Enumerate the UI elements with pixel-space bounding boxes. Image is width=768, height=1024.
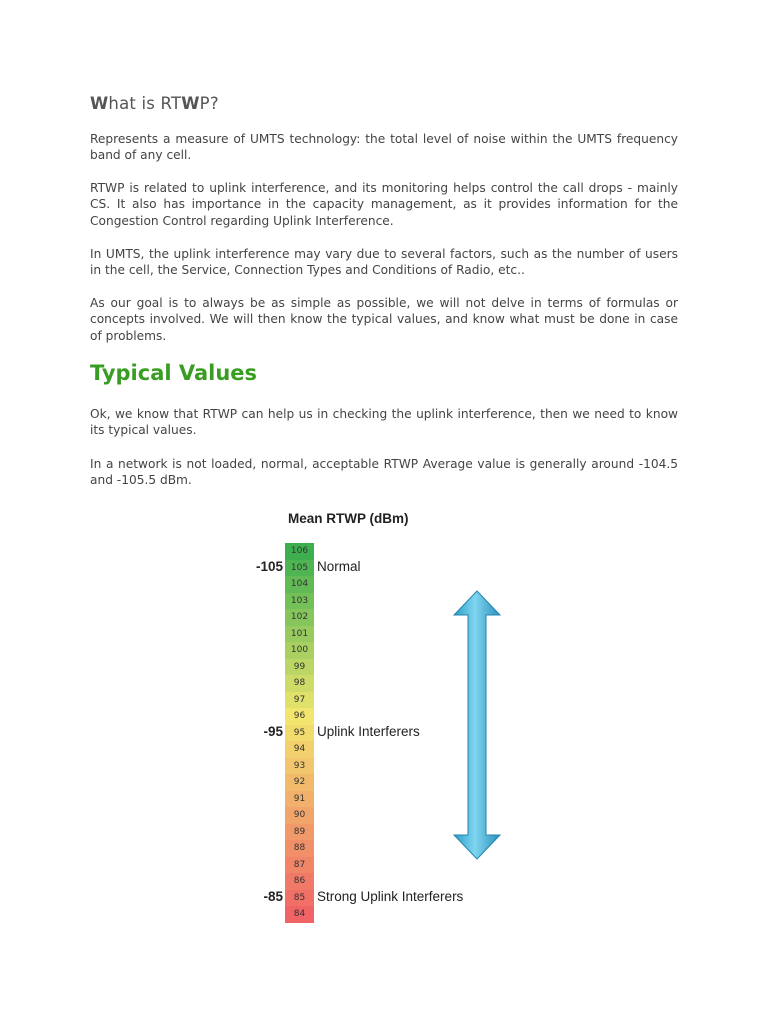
typical-paragraph-2: In a network is not loaded, normal, acceptable RTWP Average value is generally around -104.5 and -105.5 dBm. <box>90 457 678 488</box>
figure-title: Mean RTWP (dBm) <box>288 511 409 526</box>
scale-cell: 89 <box>285 824 314 841</box>
scale-cell: 85 <box>285 890 314 907</box>
scale-cell: 102 <box>285 609 314 626</box>
intro-paragraph-2: RTWP is related to uplink interference, and its monitoring helps control the call drops - mainly CS. It also has importance in the capacity management, as it provides information for the Congestion Control regarding Uplink Interference. <box>90 181 678 228</box>
scale-cell: 87 <box>285 857 314 874</box>
scale-cell: 91 <box>285 791 314 808</box>
scale-cell: 99 <box>285 659 314 676</box>
marker-value: -85 <box>263 889 283 905</box>
intro-paragraph-4: As our goal is to always be as simple as possible, we will not delve in terms of formulas or concepts involved. We will then know the typical values, and know what must be done in case of problems. <box>90 296 678 343</box>
scale-cell: 92 <box>285 774 314 791</box>
intro-paragraph-3: In UMTS, the uplink interference may vary due to several factors, such as the number of users in the cell, the Service, Connection Types and Conditions of Radio, etc.. <box>90 247 678 278</box>
scale-cell: 88 <box>285 840 314 857</box>
rtwp-heading: What is RTWP? <box>90 94 219 113</box>
intro-paragraph-1: Represents a measure of UMTS technology: the total level of noise within the UMTS frequency band of any cell. <box>90 132 678 163</box>
marker-value: -105 <box>255 558 283 574</box>
scale-cell: 86 <box>285 873 314 890</box>
typical-paragraph-1: Ok, we know that RTWP can help us in checking the uplink interference, then we need to know its typical values. <box>90 407 678 438</box>
scale-cell: 104 <box>285 576 314 593</box>
scale-cell: 105 <box>285 560 314 577</box>
marker-label: Uplink Interferers <box>317 724 420 739</box>
scale-cell: 97 <box>285 692 314 709</box>
scale-cell: 90 <box>285 807 314 824</box>
marker-label: Normal <box>317 558 361 574</box>
scale-cell: 93 <box>285 758 314 775</box>
marker-value: -95 <box>263 724 283 739</box>
scale-cell: 95 <box>285 725 314 742</box>
scale-cell: 84 <box>285 906 314 923</box>
scale-cell: 106 <box>285 543 314 560</box>
rtwp-color-scale <box>285 543 314 923</box>
scale-cell: 96 <box>285 708 314 725</box>
scale-cell: 98 <box>285 675 314 692</box>
scale-cell: 94 <box>285 741 314 758</box>
typical-values-heading: Typical Values <box>90 361 258 385</box>
marker-label: Strong Uplink Interferers <box>317 889 464 905</box>
rtwp-scale-figure <box>245 505 505 930</box>
scale-cell: 101 <box>285 626 314 643</box>
double-arrow-icon <box>452 589 502 861</box>
scale-cell: 100 <box>285 642 314 659</box>
scale-cell: 103 <box>285 593 314 610</box>
